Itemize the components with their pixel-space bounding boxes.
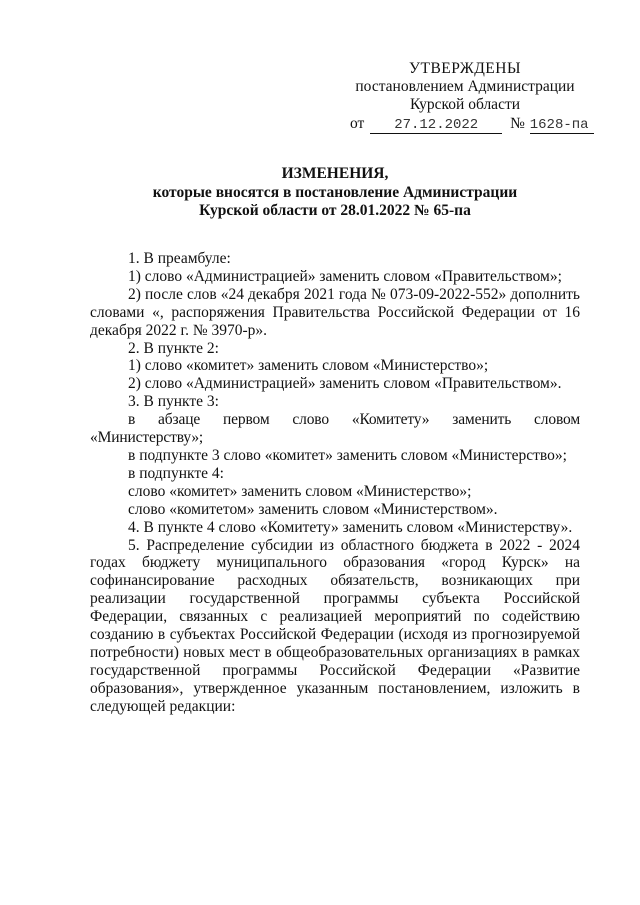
approval-number: 1628-па [530, 118, 594, 134]
heading-line-2: которые вносятся в постановление Администрации [152, 183, 518, 201]
approval-date: 27.12.2022 [370, 118, 502, 134]
approval-line-1: постановлением Администрации [355, 78, 575, 95]
document-heading [90, 165, 580, 221]
paragraph: 1. В преамбуле: [128, 250, 231, 267]
paragraph: в подпункте 4: [128, 464, 224, 482]
approval-block [340, 60, 590, 114]
paragraph: 2. В пункте 2: [128, 339, 219, 357]
heading-line-3: Курской области от 28.01.2022 № 65-па [199, 202, 471, 219]
heading-line-1: ИЗМЕНЕНИЯ, [281, 165, 389, 182]
paragraph: 2) после слов «24 декабря 2021 года № 073-09-2022-552» дополнить словами «, распоряжения Правительства Российской Федерации от 16 декабря 2022 г. № 3970-р». [90, 285, 580, 339]
paragraph: 3. В пункте 3: [128, 393, 219, 411]
paragraph: 4. В пункте 4 слово «Комитету» заменить словом «Министерству». [128, 518, 573, 536]
paragraph: слово «комитет» заменить словом «Министерство»; [128, 482, 472, 500]
paragraph: в подпункте 3 слово «комитет» заменить словом «Министерство»; [128, 446, 567, 464]
approval-title: УТВЕРЖДЕНЫ [409, 60, 521, 77]
document-body [90, 250, 580, 716]
paragraph: 1) слово «Администрацией» заменить словом «Правительством»; [128, 267, 562, 285]
number-label: № [510, 115, 525, 132]
paragraph: слово «комитетом» заменить словом «Министерством». [128, 500, 498, 518]
paragraph: 2) слово «Администрацией» заменить словом «Правительством». [128, 375, 562, 393]
paragraph: в абзаце первом слово «Комитету» заменить словом «Министерству»; [90, 411, 580, 447]
paragraph: 1) слово «комитет» заменить словом «Министерство»; [128, 357, 489, 375]
paragraph: 5. Распределение субсидии из областного бюджета в 2022 - 2024 годах бюджету муниципального образования «город Курск» на софинансирование расходных обязательств, возникающих при реализации государственной программы субъекта Российской Федерации, связанных с реализацией мероприятий по содействию созданию в субъектах Российской Федерации (исходя из прогнозируемой потребности) новых мест в общеобразовательных организациях в рамках государственной программы Российской Федерации «Развитие образования», утвержденное указанным постановлением, изложить в следующей редакции: [90, 536, 580, 715]
from-label: от [350, 115, 365, 132]
approval-line-2: Курской области [409, 96, 521, 113]
approval-date-line [350, 115, 590, 134]
